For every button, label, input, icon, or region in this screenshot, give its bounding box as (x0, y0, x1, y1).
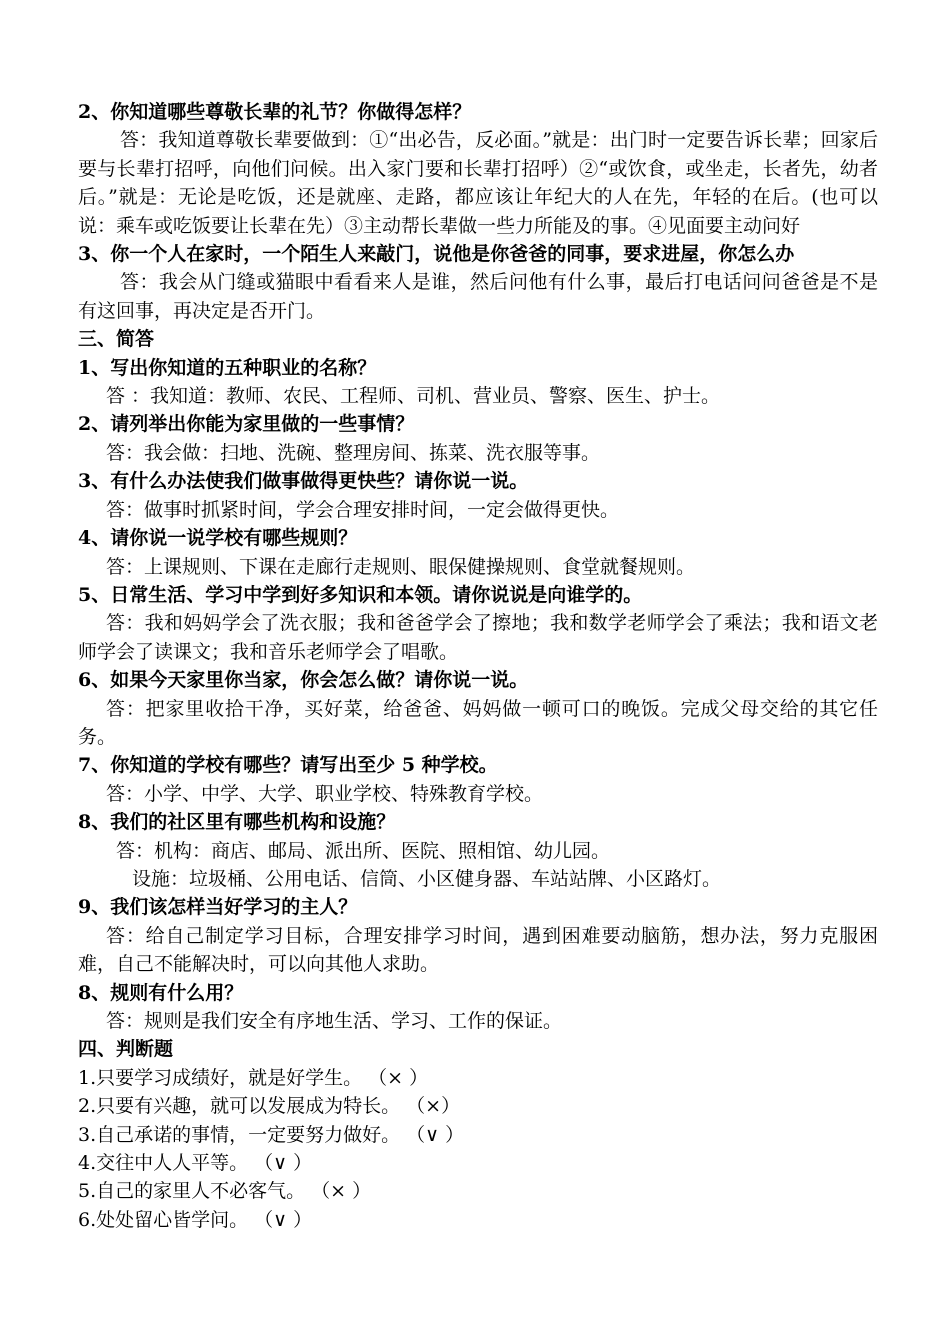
section-heading: 三、简答 (78, 328, 155, 351)
answer-paragraph: 答：我会从门缝或猫眼中看看来人是谁，然后问他有什么事，最后打电话问问爸爸是不是有这回事，再决定是否开门。 (78, 271, 878, 322)
question-heading: 9、我们该怎样当好学习的主人？ (78, 896, 358, 919)
question-heading: 3、你一个人在家时，一个陌生人来敲门，说他是你爸爸的同事，要求进屋，你怎么办 (78, 243, 795, 266)
judgment-item: 3.自己承诺的事情，一定要努力做好。 （∨ ） (78, 1123, 465, 1146)
answer-line: 答：小学、中学、大学、职业学校、特殊教育学校。 (106, 782, 544, 805)
answer-paragraph: 答：我知道尊敬长辈要做到：①“出必告，反必面。”就是：出门时一定要告诉长辈；回家后要与长辈打招呼，向他们问候。出入家门要和长辈打招呼）②“或饮食，或坐走，长者先，幼者后。”就是：无论是吃饭，还是就座、走路，都应该让年纪大的人在先，年轻的在后。(也可以说：乘车或吃饭要让长辈在先）③主动帮长辈做一些力所能及的事。④见面要主动问好 (78, 129, 878, 237)
answer-line: 答：规则是我们安全有序地生活、学习、工作的保证。 (106, 1010, 563, 1032)
judgment-item: 5.自己的家里人不必客气。 （× ） (78, 1180, 372, 1203)
judgment-item: 6.处处留心皆学问。 （∨ ） (78, 1208, 313, 1231)
question-heading: 2、请列举出你能为家里做的一些事情？ (78, 413, 415, 436)
answer-paragraph: 答：我和妈妈学会了洗衣服；我和爸爸学会了擦地；我和数学老师学会了乘法；我和语文老师学会了读课文；我和音乐老师学会了唱歌。 (78, 612, 878, 663)
question-heading: 3、有什么办法使我们做事做得更快些？请你说一说。 (78, 470, 529, 493)
answer-line: 答：做事时抓紧时间，学会合理安排时间，一定会做得更快。 (106, 498, 620, 521)
document-page (78, 98, 878, 1234)
judgment-item: 2.只要有兴趣，就可以发展成为特长。 （×） (78, 1095, 461, 1118)
question-heading: 2、你知道哪些尊敬长辈的礼节？你做得怎样？ (78, 101, 472, 123)
question-heading: 8、我们的社区里有哪些机构和设施？ (78, 811, 396, 834)
answer-paragraph: 答：给自己制定学习目标，合理安排学习时间，遇到困难要动脑筋，想办法，努力克服困难，自己不能解决时，可以向其他人求助。 (78, 924, 878, 976)
answer-paragraph: 答：把家里收拾干净，买好菜，给爸爸、妈妈做一顿可口的晚饭。完成父母交给的其它任务。 (78, 697, 878, 748)
question-heading: 7、你知道的学校有哪些？请写出至少 5 种学校。 (78, 754, 498, 777)
question-heading: 8、规则有什么用？ (78, 981, 244, 1004)
judgment-item: 4.交往中人人平等。 （∨ ） (78, 1152, 313, 1175)
answer-line: 答：机构：商店、邮局、派出所、医院、照相馆、幼儿园。 (116, 839, 611, 862)
answer-line: 设施：垃圾桶、公用电话、信筒、小区健身器、车站站牌、小区路灯。 (132, 867, 722, 890)
section-heading: 四、判断题 (78, 1038, 174, 1061)
answer-line: 答 ：我知道：教师、农民、工程师、司机、营业员、警察、医生、护士。 (106, 385, 721, 408)
answer-line: 答：我会做：扫地、洗碗、整理房间、拣菜、洗衣服等事。 (106, 441, 601, 464)
question-heading: 4、请你说一说学校有哪些规则？ (78, 527, 358, 550)
judgment-item: 1.只要学习成绩好，就是好学生。 （× ） (78, 1066, 429, 1089)
question-heading: 1、写出你知道的五种职业的名称？ (78, 356, 377, 379)
answer-line: 答：上课规则、下课在走廊行走规则、眼保健操规则、食堂就餐规则。 (106, 555, 696, 578)
question-heading: 5、日常生活、学习中学到好多知识和本领。请你说说是向谁学的。 (78, 583, 643, 606)
question-heading: 6、如果今天家里你当家，你会怎么做？请你说一说。 (78, 669, 529, 692)
